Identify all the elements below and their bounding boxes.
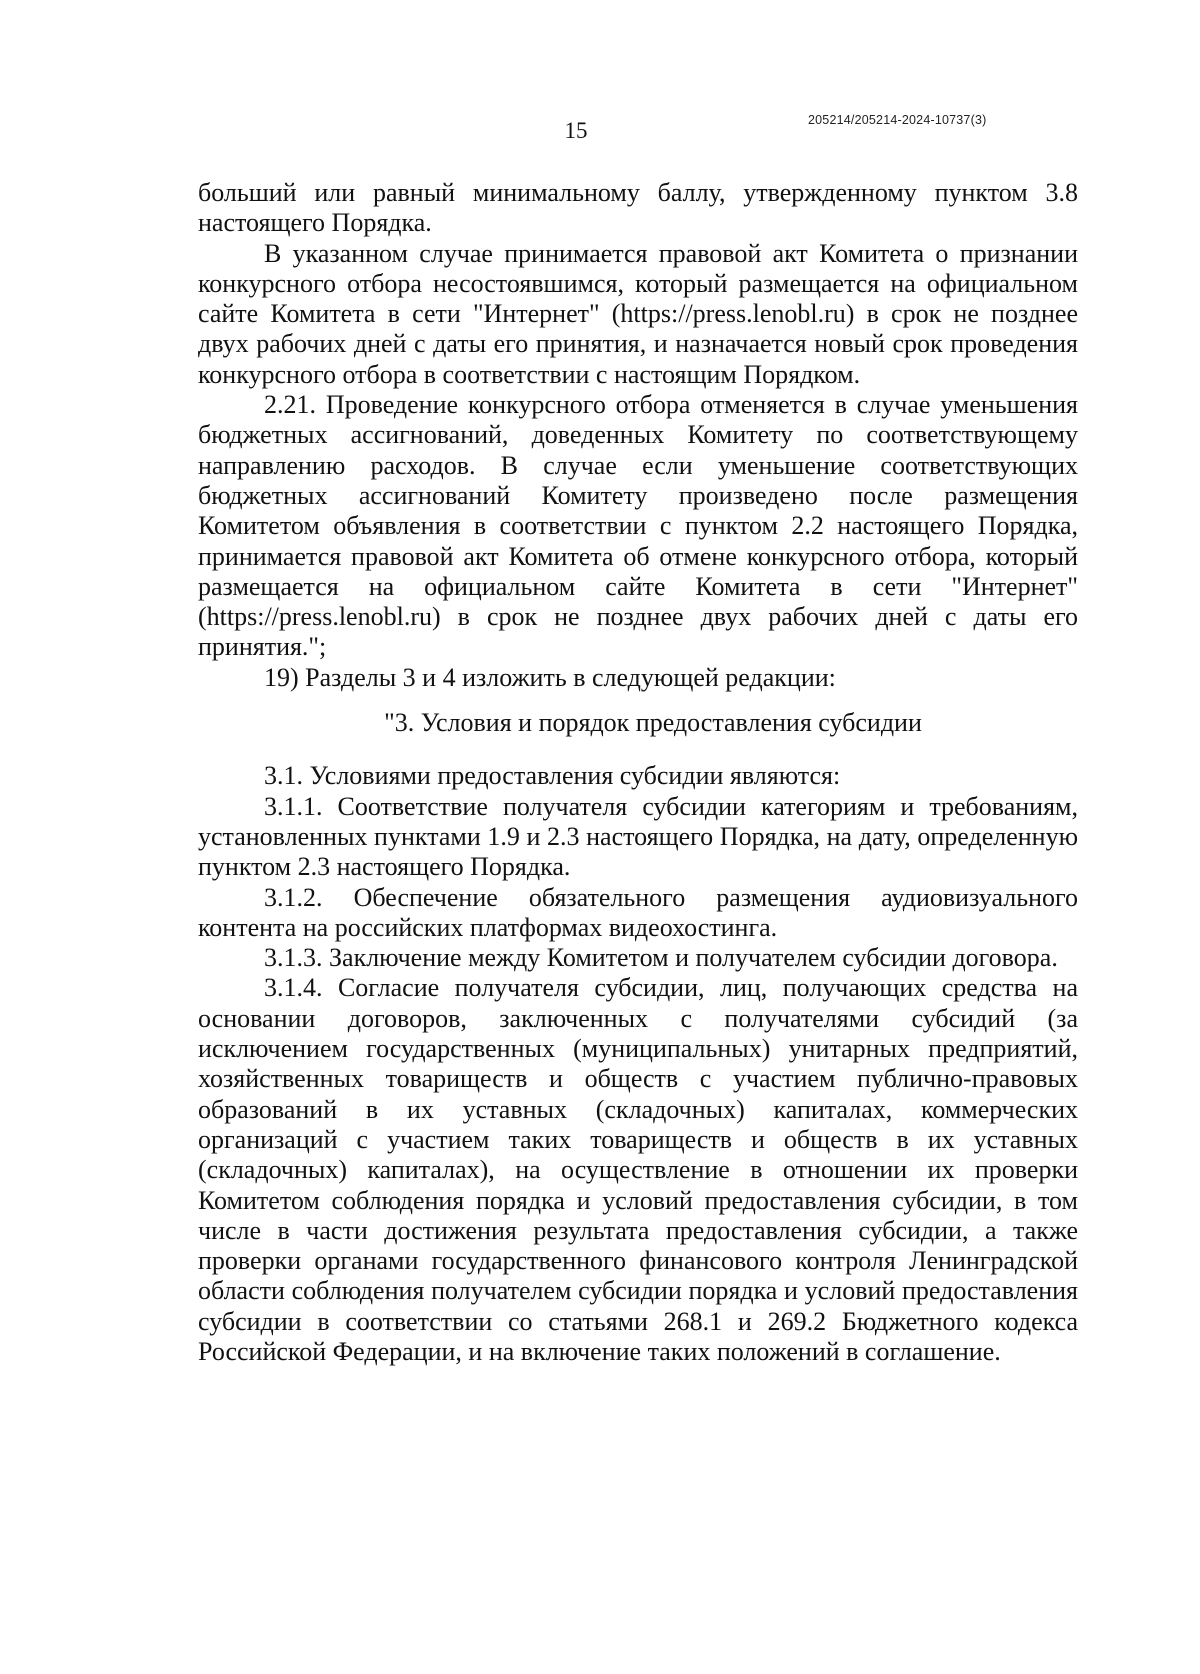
paragraph-3-1-2: 3.1.2. Обеспечение обязательного размещения аудиовизуального контента на российских платформах видеохостинга. xyxy=(198,882,1078,942)
paragraph-3-1-3: 3.1.3. Заключение между Комитетом и получателем субсидии договора. xyxy=(264,943,1058,973)
paragraph-3-1-4: 3.1.4. Согласие получателя субсидии, лиц, получающих средства на основании договоров, заключенных с получателями субсидий (за исключением государственных (муниципальных) унитарных предприятий, хозяйственных товариществ и обществ с участием публично-правовых образований в их уставных (складочных) капиталах, коммерческих организаций с участием таких товариществ и обществ в их уставных (складочных) капиталах), на осуществление в отношении их проверки Комитетом соблюдения порядка и условий предоставления субсидии, в том числе в части достижения результата предоставления субсидии, а также проверки органами государственного финансового контроля Ленинградской области соблюдения получателем субсидии порядка и условий предоставления субсидии в соответствии со статьями 268.1 и 269.2 Бюджетного кодекса Российской Федерации, и на включение таких положений в соглашение. xyxy=(198,973,1078,1366)
paragraph-invalid-selection: В указанном случае принимается правовой акт Комитета о признании конкурсного отбора несостоявшимся, который размещается на официальном сайте Комитета в сети "Интернет" (https://press.lenobl.ru) в срок не позднее двух рабочих дней с даты его принятия, и назначается новый срок проведения конкурсного отбора в соответствии с настоящим Порядком. xyxy=(198,238,1078,389)
paragraph-2-21: 2.21. Проведение конкурсного отбора отменяется в случае уменьшения бюджетных ассигнований, доведенных Комитету по соответствующему направлению расходов. В случае если уменьшение соответствующих бюджетных ассигнований Комитету произведено после размещения Комитетом объявления в соответствии с пунктом 2.2 настоящего Порядка, принимается правовой акт Комитета об отмене конкурсного отбора, который размещается на официальном сайте Комитета в сети "Интернет" (https://press.lenobl.ru) в срок не позднее двух рабочих дней с даты его принятия."; xyxy=(198,390,1078,662)
page-number: 15 xyxy=(564,118,588,143)
section-heading: "3. Условия и порядок предоставления субсидии xyxy=(384,708,922,738)
paragraph-3-1-1: 3.1.1. Соответствие получателя субсидии категориям и требованиям, установленных пунктами 1.9 и 2.3 настоящего Порядка, на дату, определенную пунктом 2.3 настоящего Порядка. xyxy=(198,791,1078,882)
paragraph-continuation: больший или равный минимальному баллу, утвержденному пунктом 3.8 настоящего Порядка. xyxy=(198,178,1078,238)
paragraph-19: 19) Разделы 3 и 4 изложить в следующей редакции: xyxy=(264,662,836,692)
document-id: 205214/205214-2024-10737(3) xyxy=(808,113,987,127)
paragraph-3-1: 3.1. Условиями предоставления субсидии являются: xyxy=(264,761,841,791)
document-body xyxy=(198,178,1078,1367)
